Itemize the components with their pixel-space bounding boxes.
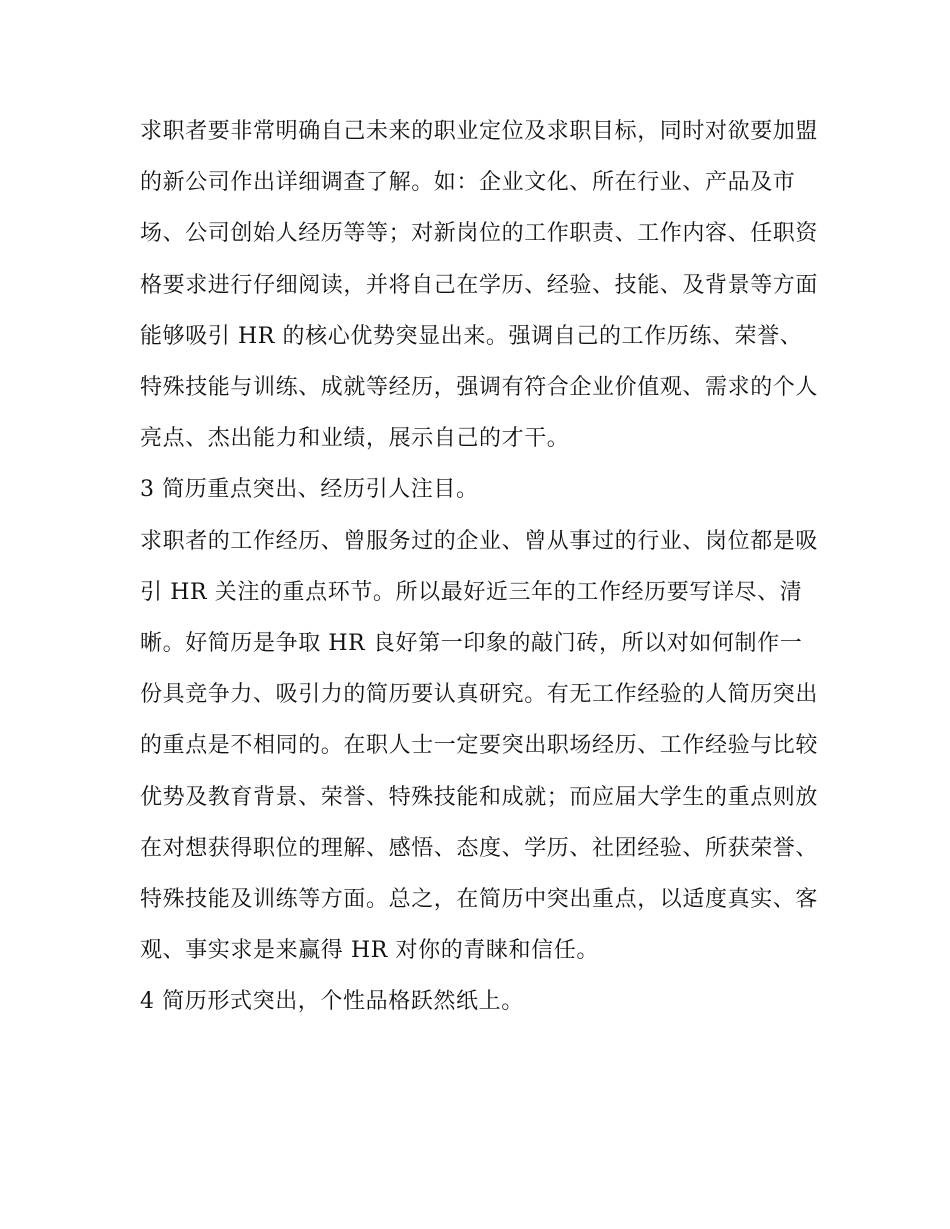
section-heading-4: 4 简历形式突出，个性品格跃然纸上。 bbox=[140, 989, 524, 1015]
section-heading-3: 3 简历重点突出、经历引人注目。 bbox=[140, 477, 479, 503]
paragraph-work-experience: 求职者的工作经历、曾服务过的企业、曾从事过的行业、岗位都是吸引 HR 关注的重点环节。所以最好近三年的工作经历要写详尽、清晰。好简历是争取 HR 良好第一印象的敲门砖，所以对如何制作一份具竞争力、吸引力的简历要认真研究。有无工作经验的人简历突出的重点是不相同的。在职人士一定要突出职场经历、工作经验与比较优势及教育背景、荣誉、特殊技能和成就；而应届大学生的重点则放在对想获得职位的理解、感悟、态度、学历、社团经验、所获荣誉、特殊技能及训练等方面。总之，在简历中突出重点，以适度真实、客观、事实求是来赢得 HR 对你的青睐和信任。 bbox=[140, 528, 819, 964]
document-body bbox=[140, 106, 820, 1028]
paragraph-career-positioning: 求职者要非常明确自己未来的职业定位及求职目标，同时对欲要加盟的新公司作出详细调查了解。如：企业文化、所在行业、产品及市场、公司创始人经历等等；对新岗位的工作职责、工作内容、任职资格要求进行仔细阅读，并将自己在学历、经验、技能、及背景等方面能够吸引 HR 的核心优势突显出来。强调自己的工作历练、荣誉、特殊技能与训练、成就等经历，强调有符合企业价值观、需求的个人亮点、杰出能力和业绩，展示自己的才干。 bbox=[140, 119, 819, 452]
